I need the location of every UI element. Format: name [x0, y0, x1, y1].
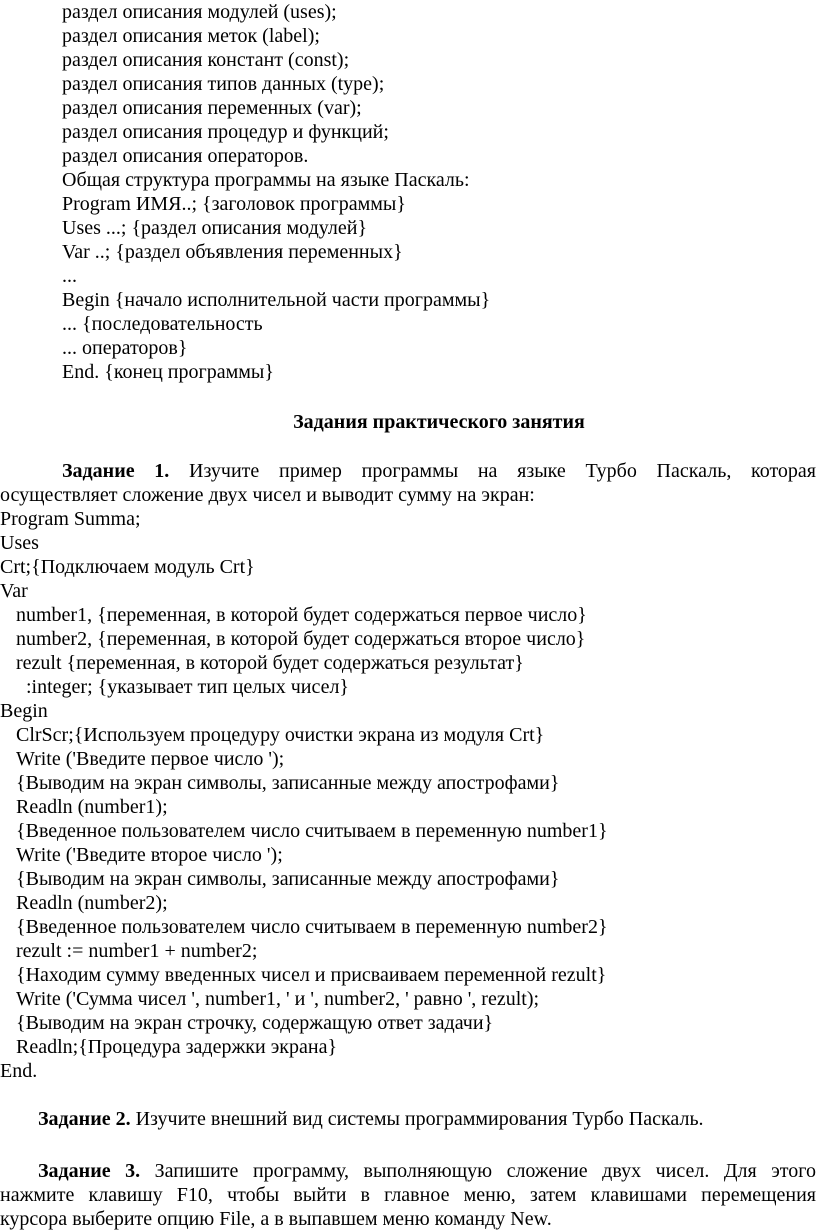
intro-line-type: раздел описания типов данных (type);: [62, 73, 385, 95]
task3-text-line1: Запишите программу, выполняющую сложение двух чисел. Для этого: [154, 1160, 816, 1182]
code-line: number1, {переменная, в которой будет содержаться первое число}: [16, 604, 587, 626]
code-line: Uses: [0, 532, 39, 554]
code-line: rezult {переменная, в которой будет содержаться результат}: [16, 652, 524, 674]
task1-label: Задание 1.: [62, 460, 170, 482]
code-line: Readln;{Процедура задержки экрана}: [16, 1036, 338, 1058]
intro-line-structure: Общая структура программы на языке Паскаль:: [62, 169, 470, 191]
code-line: ClrScr;{Используем процедуру очистки экрана из модуля Crt}: [16, 724, 545, 746]
code-line: Program Summa;: [0, 508, 141, 530]
task3-paragraph-line1: [38, 1159, 816, 1183]
code-line: number2, {переменная, в которой будет содержаться второе число}: [16, 628, 586, 650]
task3-text-line3: курсора выберите опцию File, а в выпавшем меню команду New.: [0, 1208, 552, 1230]
intro-line-begin: Begin {начало исполнительной части программы}: [62, 289, 491, 311]
task3-label: Задание 3.: [38, 1160, 141, 1182]
code-line: {Находим сумму введенных чисел и присваиваем переменной rezult}: [16, 964, 607, 986]
intro-line-uses-decl: Uses ...; {раздел описания модулей}: [62, 217, 368, 239]
intro-line-const: раздел описания констант (const);: [62, 49, 350, 71]
task2-label: Задание 2.: [38, 1108, 131, 1130]
intro-line-uses: раздел описания модулей (uses);: [62, 1, 337, 23]
code-line: {Выводим на экран символы, записанные между апострофами}: [16, 772, 560, 794]
code-line: :integer; {указывает тип целых чисел}: [26, 676, 350, 698]
code-line: End.: [0, 1060, 38, 1082]
task2-paragraph: [38, 1107, 704, 1131]
code-line: Begin: [0, 700, 48, 722]
intro-line-operators-end: ... операторов}: [62, 337, 188, 359]
code-line: Write ('Введите первое число ');: [16, 748, 285, 770]
code-line: Readln (number1);: [16, 796, 168, 818]
intro-line-operators: раздел описания операторов.: [62, 145, 309, 167]
intro-line-var: раздел описания переменных (var);: [62, 97, 362, 119]
intro-line-label: раздел описания меток (label);: [62, 25, 320, 47]
task1-text-line2: осуществляет сложение двух чисел и выводит сумму на экран:: [0, 484, 535, 506]
intro-line-program: Program ИМЯ..; {заголовок программы}: [62, 193, 406, 215]
code-line: {Выводим на экран строчку, содержащую ответ задачи}: [16, 1012, 494, 1034]
section-heading: Задания практического занятия: [293, 411, 585, 433]
code-line: {Введенное пользователем число считываем в переменную number1}: [16, 820, 608, 842]
code-line: Write ('Сумма чисел ', number1, ' и ', number2, ' равно ', rezult);: [16, 988, 540, 1010]
intro-line-procedures: раздел описания процедур и функций;: [62, 121, 389, 143]
code-line: Crt;{Подключаем модуль Crt}: [0, 556, 255, 578]
intro-line-end: End. {конец программы}: [62, 361, 274, 383]
code-line: Write ('Введите второе число ');: [16, 844, 283, 866]
code-line: {Введенное пользователем число считываем в переменную number2}: [16, 916, 608, 938]
task2-text: Изучите внешний вид системы программирования Турбо Паскаль.: [135, 1108, 704, 1130]
intro-line-ellipsis: ...: [62, 265, 77, 287]
intro-line-sequence: ... {последовательность: [62, 313, 263, 335]
code-line: rezult := number1 + number2;: [16, 940, 258, 962]
code-line: Var: [0, 580, 28, 602]
task1-text-line1: Изучите пример программы на языке Турбо Паскаль, которая: [189, 460, 816, 482]
code-line: Readln (number2);: [16, 892, 168, 914]
intro-line-var-decl: Var ..; {раздел объявления переменных}: [62, 241, 403, 263]
task1-paragraph-line1: [62, 459, 816, 483]
task3-text-line2: нажмите клавишу F10, чтобы выйти в главное меню, затем клавишами перемещения: [0, 1184, 816, 1206]
code-line: {Выводим на экран символы, записанные между апострофами}: [16, 868, 560, 890]
